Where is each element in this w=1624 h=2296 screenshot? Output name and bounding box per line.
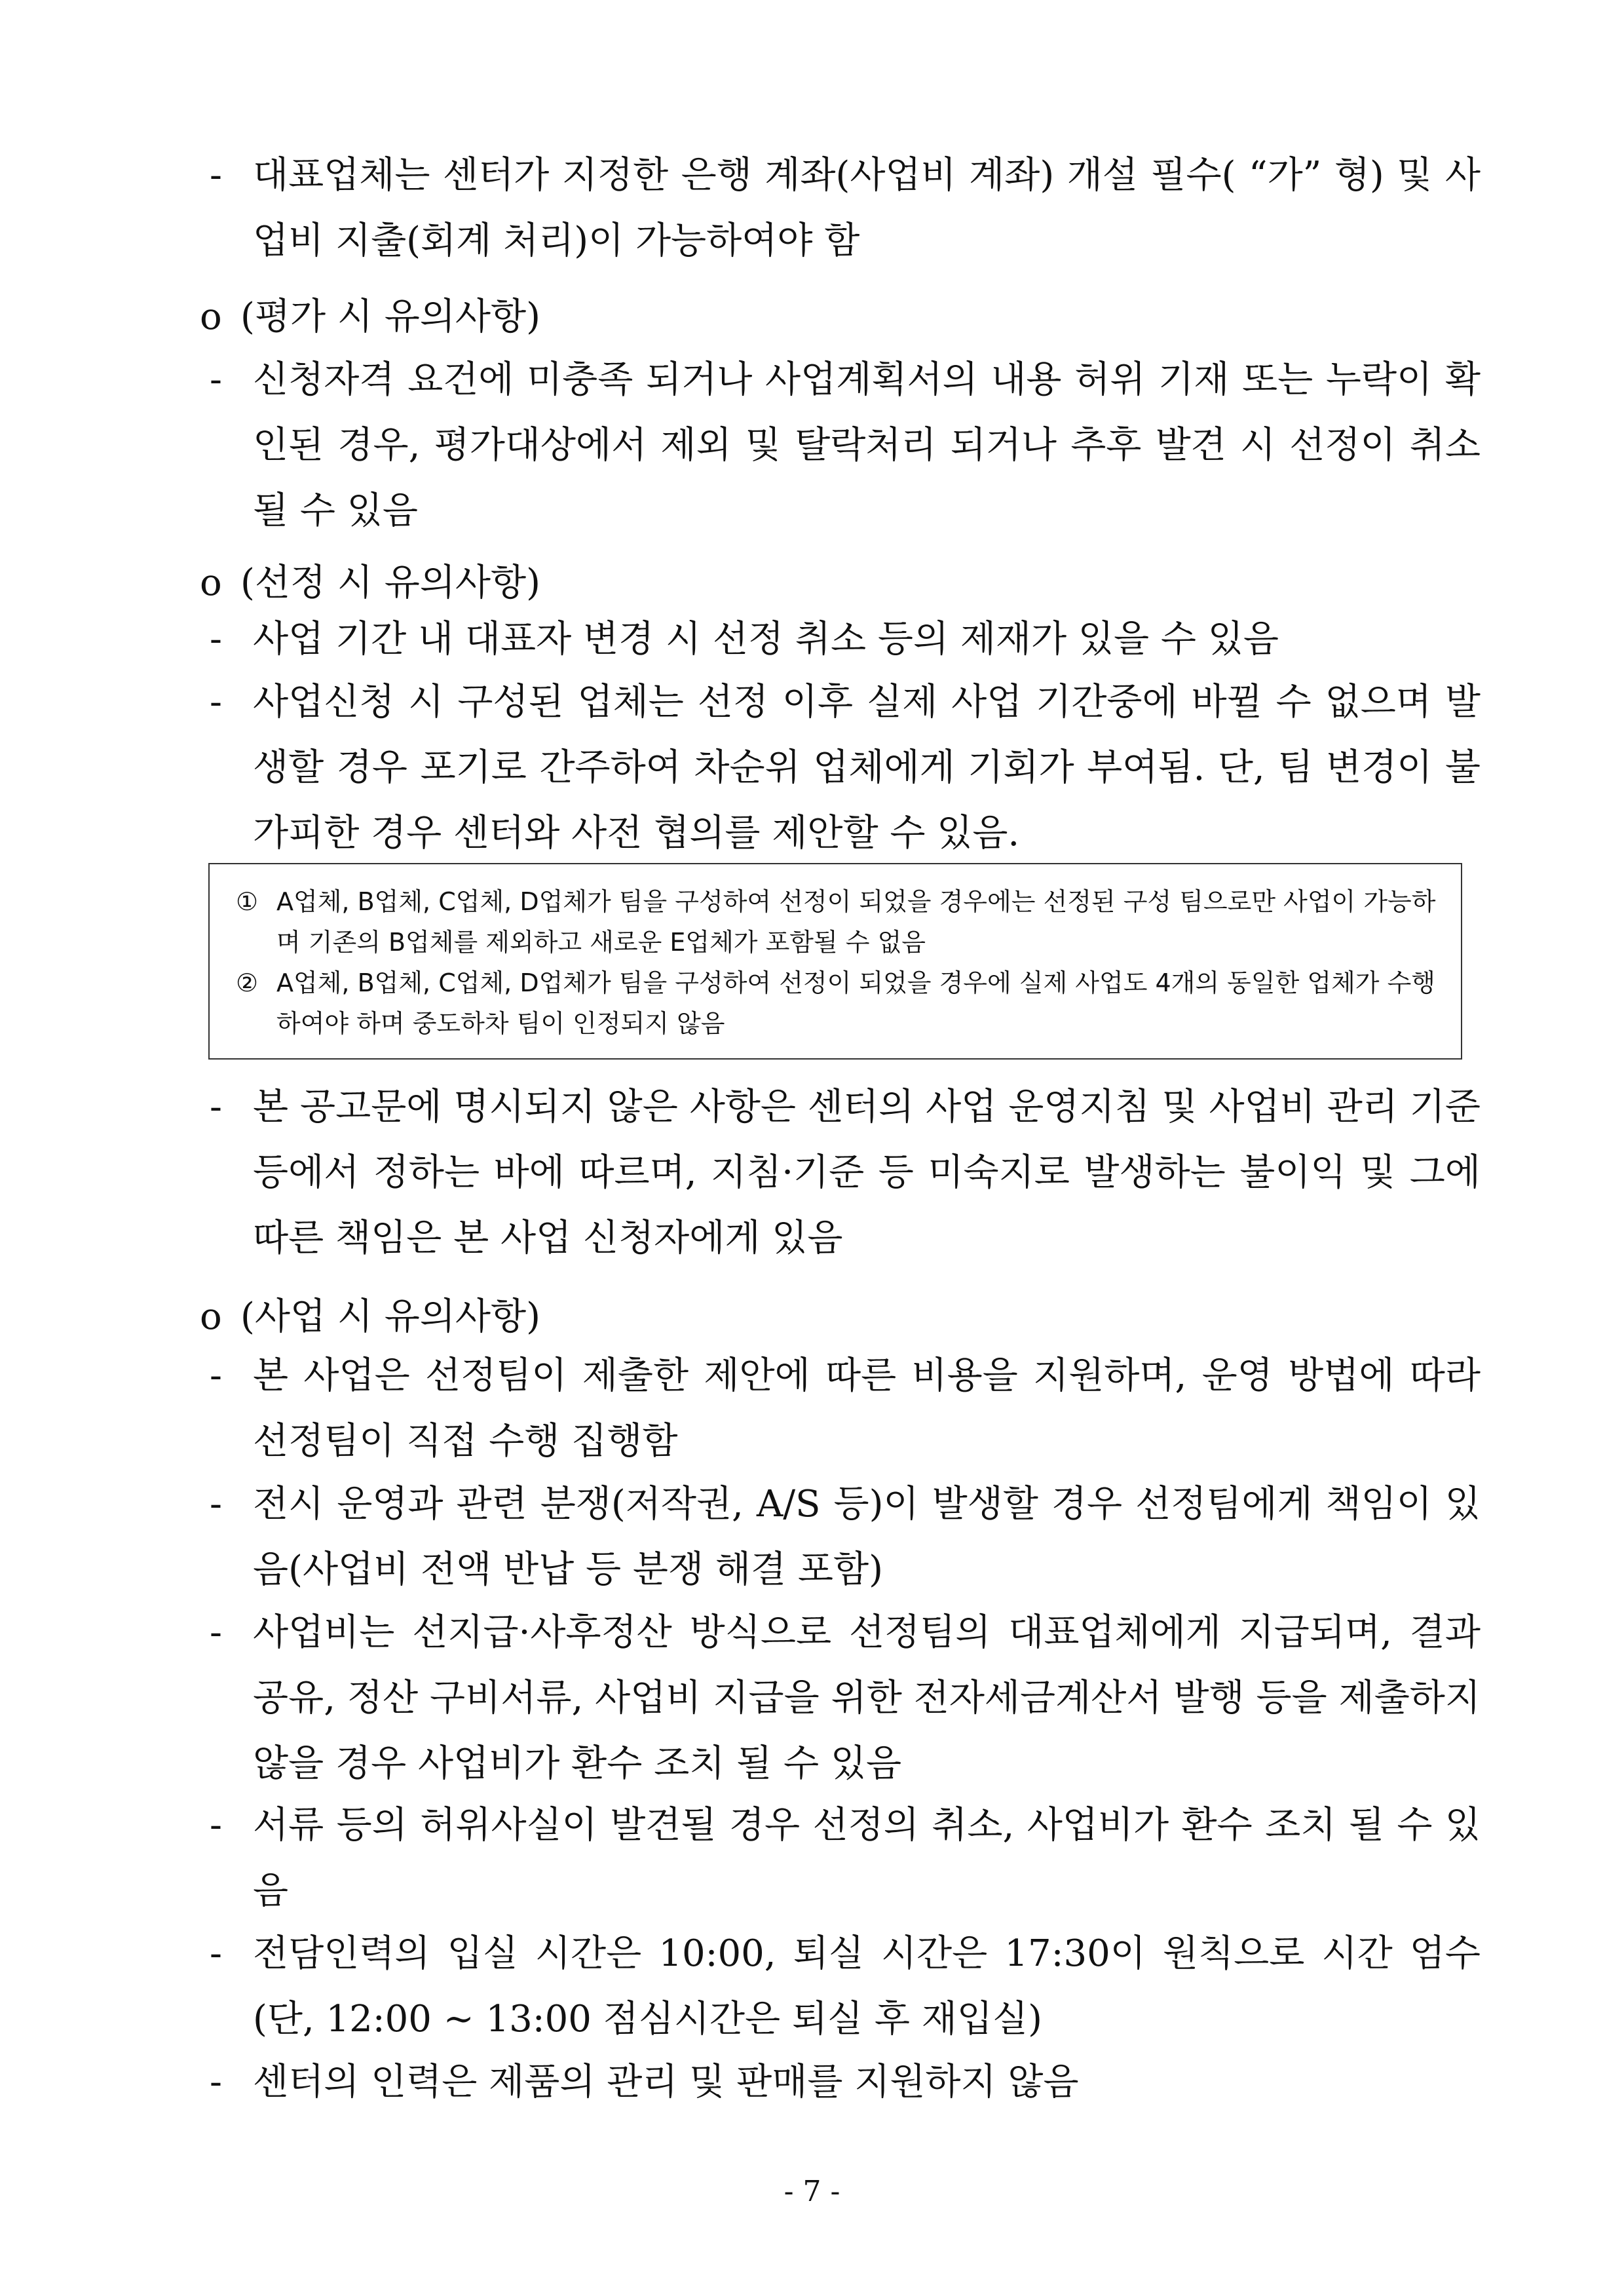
list-item-text: 신청자격 요건에 미충족 되거나 사업계획서의 내용 허위 기재 또는 누락이 확인된 경우, 평가대상에서 제외 및 탈락처리 되거나 추후 발견 시 선정이 취소될 수 있음 [253,358,1481,532]
entry-text: A업체, B업체, C업체, D업체가 팀을 구성하여 선정이 되었을 경우에는 선정된 구성 팀으로만 사업이 가능하며 기존의 B업체를 제외하고 새로운 E업체가 포함될 수 없음 [276,887,1436,957]
dash-marker: - [210,1611,222,1654]
list-item-text: 본 사업은 선정팀이 제출한 제안에 따른 비용을 지원하며, 운영 방법에 따라 선정팀이 직접 수행 집행함 [253,1354,1481,1463]
dash-marker: - [210,358,222,401]
section-heading-text: (선정 시 유의사항) [240,562,540,604]
list-item-text: 전시 운영과 관련 분쟁(저작권, A/S 등)이 발생할 경우 선정팀에게 책임이 있음(사업비 전액 반납 등 분쟁 해결 포함) [253,1483,1481,1591]
list-item [210,1793,1481,1924]
dash-marker: - [210,618,222,660]
list-item [210,1600,1481,1797]
list-item [210,1343,1481,1474]
dash-marker: - [210,1483,222,1525]
entry-number: ② [236,968,259,997]
list-item [210,607,1481,672]
page-number: - 7 - [784,2175,840,2208]
dash-marker: - [210,1354,222,1397]
section-heading [200,284,540,350]
list-item [210,670,1481,866]
entry-number: ① [236,887,259,916]
dash-marker: - [210,681,222,723]
dash-marker: - [210,1086,222,1128]
dash-marker: - [210,1932,222,1975]
box-entry [236,881,1445,963]
section-heading-text: (평가 시 유의사항) [240,296,540,338]
list-item-text: 대표업체는 센터가 지정한 은행 계좌(사업비 계좌) 개설 필수( “가” 형) 및 사업비 지출(회계 처리)이 가능하여야 함 [253,154,1481,262]
section-heading-text: (사업 시 유의사항) [240,1295,540,1338]
example-box [208,863,1462,1060]
list-item [210,2050,1481,2115]
list-item [210,1472,1481,1603]
dash-marker: - [210,154,222,197]
list-item-text: 전담인력의 입실 시간은 10:00, 퇴실 시간은 17:30이 원칙으로 시간 엄수 (단, 12:00 ~ 13:00 점심시간은 퇴실 후 재입실) [253,1932,1481,2040]
bullet-marker: o [200,562,222,604]
list-item [210,1075,1481,1271]
list-item-text: 본 공고문에 명시되지 않은 사항은 센터의 사업 운영지침 및 사업비 관리 기준 등에서 정하는 바에 따르며, 지침·기준 등 미숙지로 발생하는 불이익 및 그에 따른 책임은 본 사업 신청자에게 있음 [253,1086,1481,1259]
section-heading [200,1284,540,1350]
entry-text: A업체, B업체, C업체, D업체가 팀을 구성하여 선정이 되었을 경우에 실제 사업도 4개의 동일한 업체가 수행하여야 하며 중도하차 팀이 인정되지 않음 [276,968,1435,1038]
box-entry [236,963,1445,1044]
dash-marker: - [210,2061,222,2103]
list-item-text: 사업 기간 내 대표자 변경 시 선정 취소 등의 제재가 있을 수 있음 [253,618,1279,660]
list-item-text: 사업비는 선지급·사후정산 방식으로 선정팀의 대표업체에게 지급되며, 결과 공유, 정산 구비서류, 사업비 지급을 위한 전자세금계산서 발행 등을 제출하지 않을 경우 사업비가 환수 조치 될 수 있음 [253,1611,1481,1785]
bullet-marker: o [200,1295,222,1338]
list-item [210,1921,1481,2052]
section-heading [200,550,540,616]
bullet-marker: o [200,296,222,338]
list-item [210,347,1481,544]
list-item-text: 사업신청 시 구성된 업체는 선정 이후 실제 사업 기간중에 바뀔 수 없으며 발생할 경우 포기로 간주하여 차순위 업체에게 기회가 부여됨. 단, 팀 변경이 불가피한 경우 센터와 사전 협의를 제안할 수 있음. [253,681,1481,854]
list-item-text: 센터의 인력은 제품의 관리 및 판매를 지원하지 않음 [253,2061,1079,2103]
dash-marker: - [210,1804,222,1846]
list-item-text: 서류 등의 허위사실이 발견될 경우 선정의 취소, 사업비가 환수 조치 될 수 있음 [253,1804,1481,1912]
list-item [210,143,1481,274]
